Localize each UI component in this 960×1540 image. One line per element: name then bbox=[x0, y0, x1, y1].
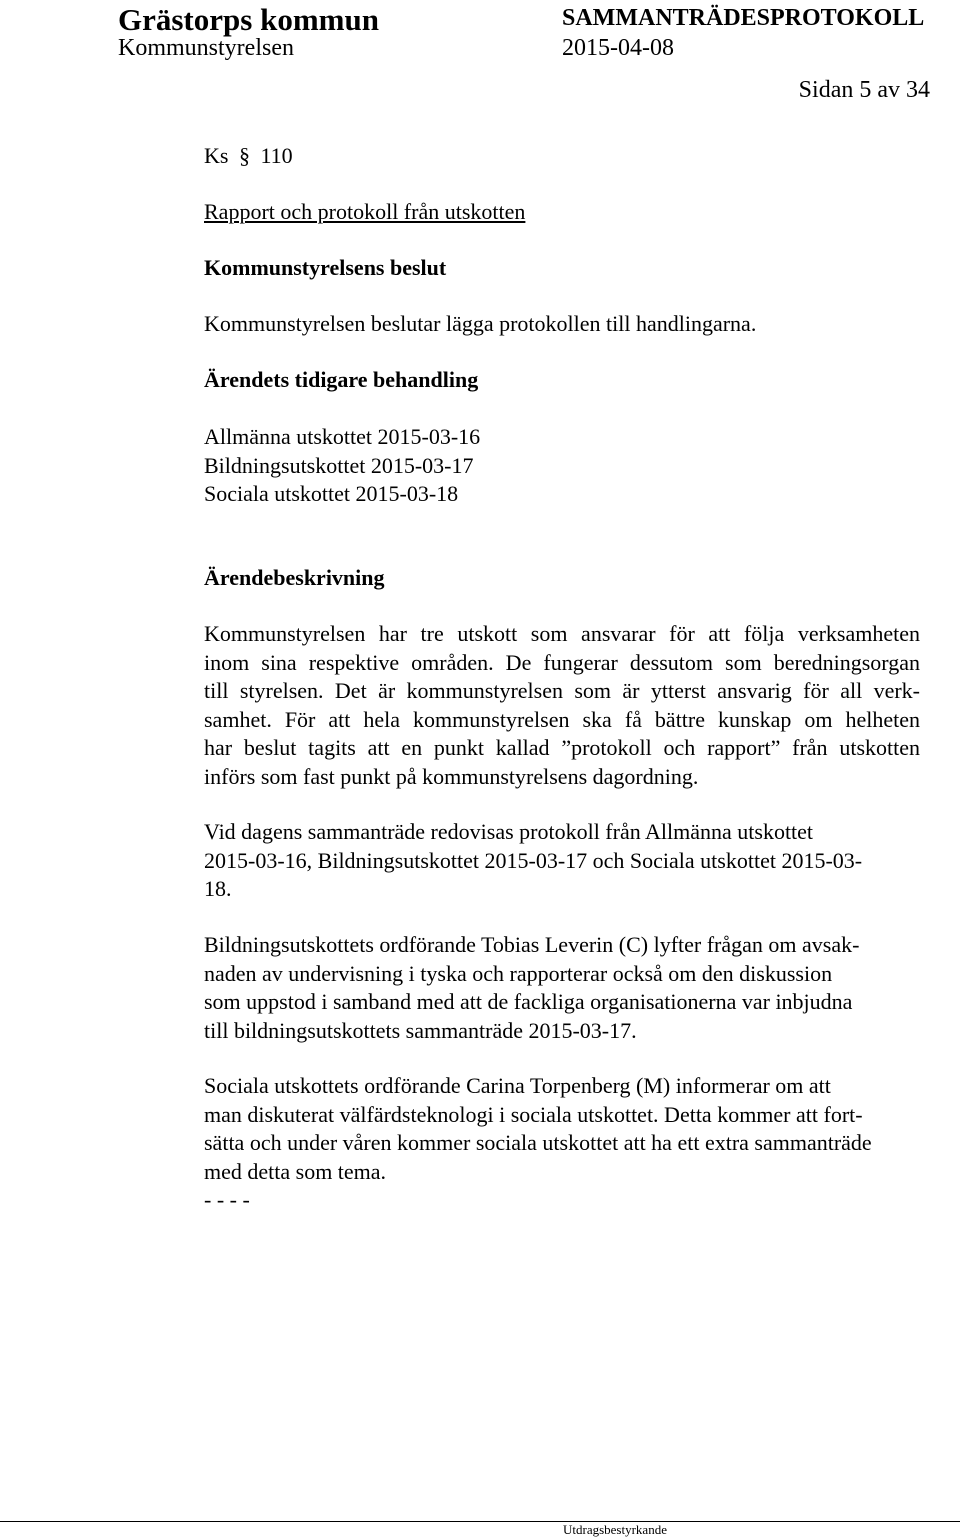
paragraph-line: med detta som tema. bbox=[204, 1158, 387, 1184]
case-title: Rapport och protokoll från utskotten bbox=[204, 199, 526, 224]
history-item: Bildningsutskottet 2015-03-17 bbox=[204, 452, 474, 478]
description-paragraph bbox=[204, 818, 862, 904]
attestation-label: Utdragsbestyrkande bbox=[563, 1522, 667, 1537]
paragraph-line: Kommunstyrelsen har tre utskott som ansvarar för att följa verksamheten bbox=[204, 621, 920, 646]
description-paragraph bbox=[204, 931, 859, 1045]
paragraph-line: Vid dagens sammanträde redovisas protokoll från Allmänna utskottet bbox=[204, 819, 814, 844]
municipality-name: Grästorps kommun bbox=[118, 2, 379, 37]
paragraph-line: till bildningsutskottets sammanträde 2015-03-17. bbox=[204, 1017, 637, 1043]
page-number: Sidan 5 av 34 bbox=[798, 77, 930, 103]
paragraph-line: 2015-03-16, Bildningsutskottet 2015-03-17 och Sociala utskottet 2015-03- bbox=[204, 847, 863, 873]
paragraph-line: införs som fast punkt på kommunstyrelsens dagordning. bbox=[204, 763, 699, 789]
description-heading: Ärendebeskrivning bbox=[204, 565, 385, 590]
paragraph-line: Bildningsutskottets ordförande Tobias Leverin (C) lyfter frågan om avsak- bbox=[204, 932, 860, 957]
meeting-date: 2015-04-08 bbox=[562, 35, 674, 61]
case-number: Ks § 110 bbox=[204, 143, 293, 168]
paragraph-line: Sociala utskottets ordförande Carina Torpenberg (M) informerar om att bbox=[204, 1073, 831, 1098]
history-item: Allmänna utskottet 2015-03-16 bbox=[204, 424, 481, 449]
end-marker: - - - - bbox=[204, 1187, 250, 1212]
committee-name: Kommunstyrelsen bbox=[118, 35, 294, 61]
decision-heading: Kommunstyrelsens beslut bbox=[204, 255, 447, 280]
paragraph-line: naden av undervisning i tyska och rapporterar också om den diskussion bbox=[204, 960, 833, 986]
history-list bbox=[204, 423, 480, 509]
paragraph-line: sätta och under våren kommer sociala utskottet att ha ett extra sammanträde bbox=[204, 1130, 872, 1155]
history-item: Sociala utskottet 2015-03-18 bbox=[204, 481, 459, 506]
history-heading: Ärendets tidigare behandling bbox=[204, 367, 479, 392]
paragraph-line: 18. bbox=[204, 876, 232, 901]
description-paragraph bbox=[204, 620, 920, 791]
paragraph-line: har beslut tagits att en punkt kallad ”protokoll och rapport” från utskotten bbox=[204, 735, 920, 760]
paragraph-line: inom sina respektive områden. De fungerar dessutom som beredningsorgan bbox=[204, 649, 920, 675]
paragraph-line: samhet. För att hela kommunstyrelsen ska få bättre kunskap om helheten bbox=[204, 706, 920, 732]
description-paragraph bbox=[204, 1072, 872, 1215]
decision-text: Kommunstyrelsen beslutar lägga protokollen till handlingarna. bbox=[204, 311, 757, 336]
footer-divider bbox=[0, 1521, 960, 1522]
paragraph-line: man diskuterat välfärdsteknologi i sociala utskottet. Detta kommer att fort- bbox=[204, 1101, 863, 1127]
paragraph-line: till styrelsen. Det är kommunstyrelsen som är ytterst ansvarig för all verk- bbox=[204, 678, 920, 703]
document-type: SAMMANTRÄDESPROTOKOLL bbox=[562, 5, 925, 31]
paragraph-line: som uppstod i samband med att de fackliga organisationerna var inbjudna bbox=[204, 989, 853, 1014]
